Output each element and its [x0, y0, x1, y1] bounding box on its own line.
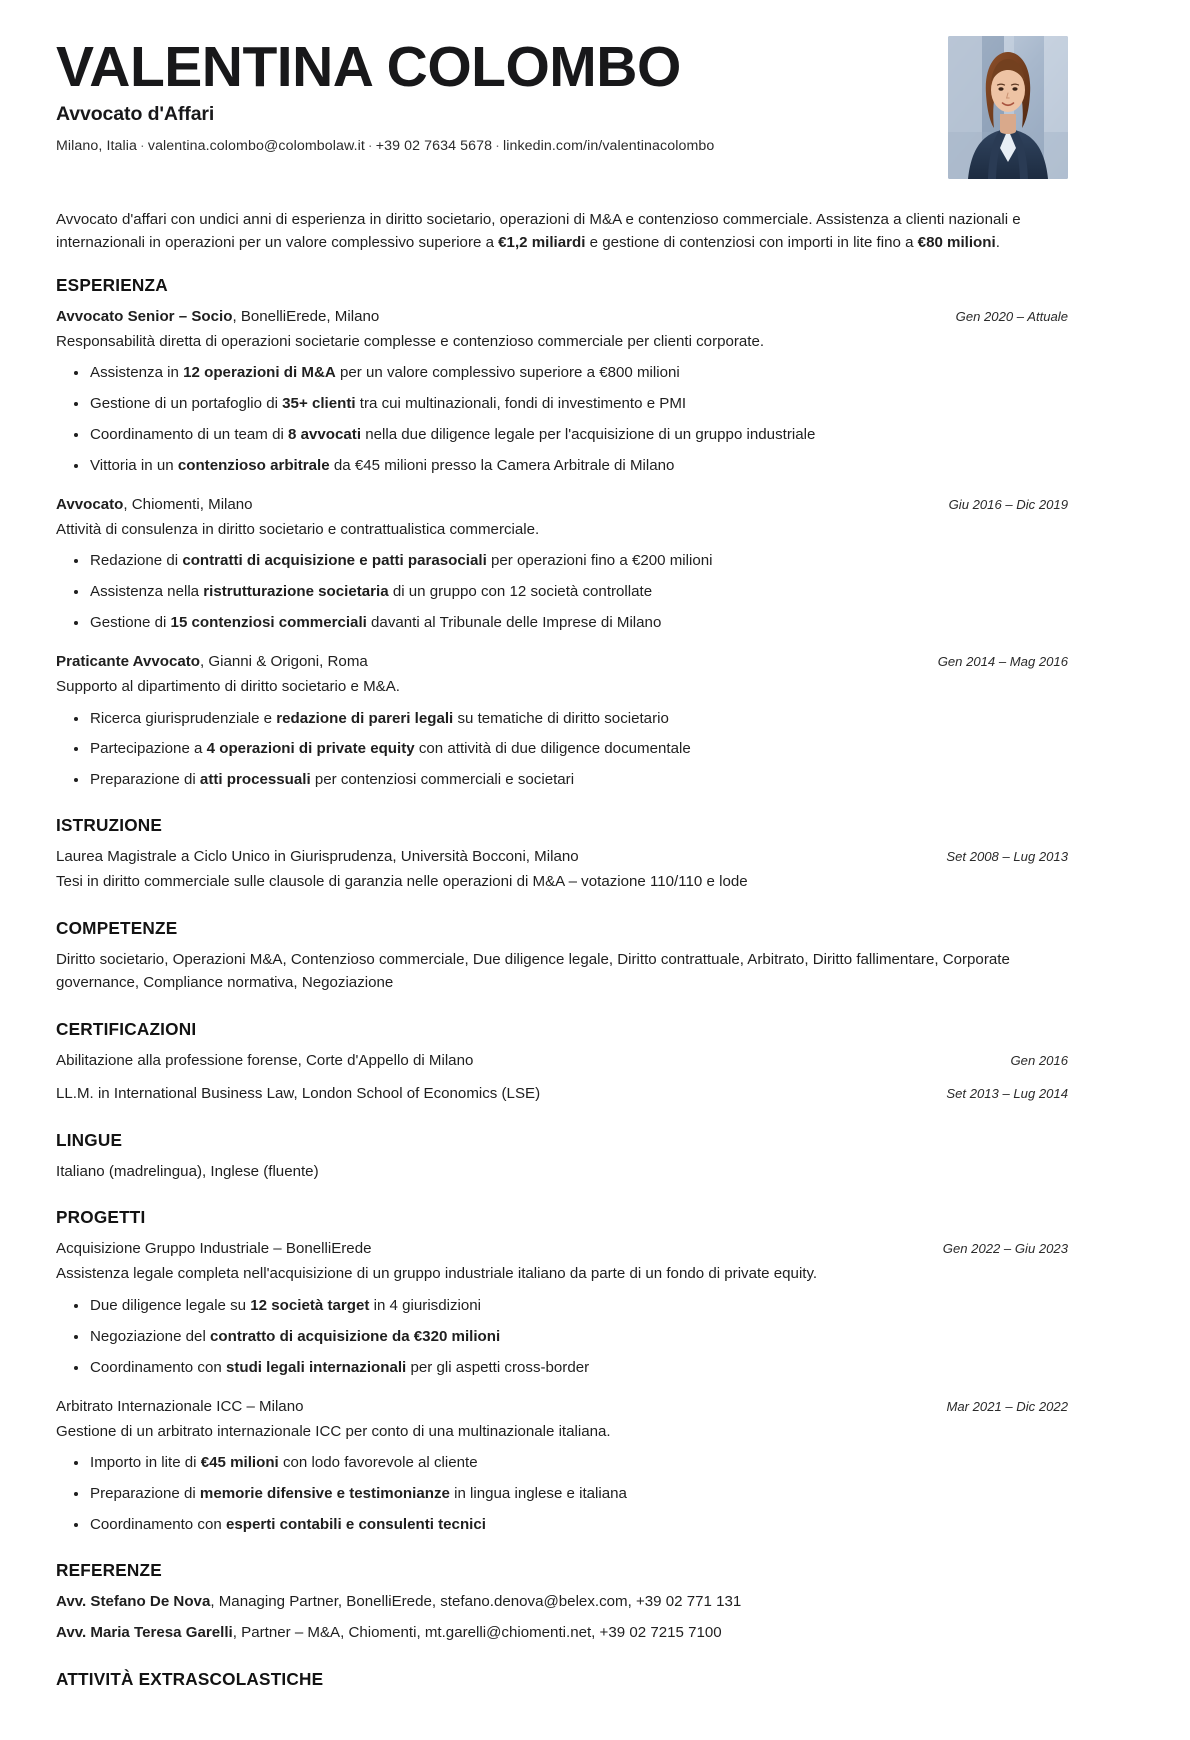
section-title-languages: LINGUE [56, 1129, 123, 1150]
experience-bullet-list [56, 362, 1068, 477]
section-title-skills: COMPETENZE [56, 917, 178, 938]
education-degree: Laurea Magistrale a Ciclo Unico in Giurisprudenza, Università Bocconi, Milano [56, 848, 579, 866]
bullet-text-post: in 4 giurisdizioni [369, 1297, 482, 1314]
list-item [90, 612, 1068, 634]
section-references [56, 1560, 1068, 1645]
bullet-text-bold: ristrutturazione societaria [203, 583, 389, 601]
bullet-text-pre: Coordinamento con [90, 1515, 226, 1533]
bullet-text-pre: Vittoria in un [90, 457, 178, 475]
section-title-extracurricular: ATTIVITÀ EXTRASCOLASTICHE [56, 1669, 324, 1690]
section-title-projects: PROGETTI [56, 1207, 146, 1228]
list-item [90, 581, 1068, 603]
experience-role-title: Praticante Avvocato [56, 653, 201, 671]
bullet-text-pre: Assistenza nella [90, 583, 204, 601]
section-title-education: ISTRUZIONE [56, 815, 163, 836]
bullet-text-bold: 8 avvocati [288, 426, 362, 444]
bullet-text-pre: Negoziazione del [90, 1327, 210, 1345]
experience-company: , Chiomenti, Milano [123, 495, 253, 513]
list-item [90, 769, 1068, 791]
experience-entry [56, 651, 1068, 791]
page-title: VALENTINA COLOMBO [56, 35, 681, 99]
bullet-text-bold: 35+ clienti [282, 395, 356, 413]
contact-linkedin[interactable]: linkedin.com/in/valentinacolombo [502, 138, 715, 155]
project-description: Assistenza legale completa nell'acquisizione di un gruppo industriale italiano da parte di un fondo di private equity. [56, 1265, 818, 1283]
certification-name: Abilitazione alla professione forense, Corte d'Appello di Milano [56, 1051, 474, 1069]
bullet-text-post: davanti al Tribunale delle Imprese di Milano [366, 614, 662, 632]
reference-item [56, 1622, 1068, 1645]
experience-bullet-list [56, 708, 1068, 792]
bullet-text-bold: redazione di pareri legali [276, 709, 454, 727]
reference-name: Avv. Stefano De Nova [56, 1592, 211, 1610]
reference-item [56, 1591, 1068, 1614]
list-item [90, 424, 1068, 446]
experience-entry-head [56, 306, 1068, 328]
bullet-text-pre: Due diligence legale su [90, 1297, 251, 1314]
reference-details: , Managing Partner, BonelliErede, stefano.denova@belex.com, +39 02 771 131 [210, 1592, 742, 1610]
certification-item [56, 1083, 1068, 1106]
bullet-text-post: per operazioni fino a €200 milioni [486, 552, 713, 570]
bullet-text-bold: €45 milioni [200, 1454, 279, 1472]
professional-title: Avvocato d'Affari [56, 103, 215, 126]
project-entry-head [56, 1396, 1068, 1418]
bullet-text-bold: atti processuali [199, 771, 311, 789]
bullet-text-pre: Importo in lite di [90, 1454, 201, 1472]
experience-date: Gen 2020 – Attuale [955, 308, 1068, 324]
bullet-text-post: per contenziosi commerciali e societari [310, 771, 575, 789]
experience-date: Giu 2016 – Dic 2019 [948, 496, 1068, 512]
summary-highlight-2: €80 milioni [917, 233, 996, 251]
contact-line [56, 138, 928, 154]
languages-list: Italiano (madrelingua), Inglese (fluente) [56, 1162, 319, 1180]
summary-text-2: e gestione di contenziosi con importi in lite fino a [585, 233, 918, 251]
experience-role [56, 494, 931, 516]
list-item [90, 708, 1068, 730]
skills-list: Diritto societario, Operazioni M&A, Contenzioso commerciale, Due diligence legale, Diritto contrattuale, Arbitrato, Diritto fallimentare, Corporate governance, Compliance normativa, Negoziazione [56, 950, 1010, 991]
project-name: Acquisizione Gruppo Industriale – BonelliErede [56, 1240, 372, 1258]
bullet-text-bold: memorie difensive e testimonianze [199, 1485, 450, 1503]
reference-name: Avv. Maria Teresa Garelli [56, 1624, 233, 1642]
list-item [90, 393, 1068, 415]
bullet-text-bold: contratto di acquisizione da €320 milioni [210, 1327, 501, 1345]
list-item [90, 1452, 1068, 1474]
contact-email[interactable]: valentina.colombo@colombolaw.it [147, 138, 365, 155]
experience-entry-head [56, 494, 1068, 516]
project-bullet-list [56, 1452, 1068, 1536]
project-date: Gen 2022 – Giu 2023 [942, 1241, 1068, 1257]
list-item [90, 738, 1068, 760]
bullet-text-bold: contenzioso arbitrale [177, 457, 330, 475]
certification-date: Gen 2016 [1010, 1052, 1068, 1068]
experience-role [56, 651, 920, 673]
certification-date: Set 2013 – Lug 2014 [946, 1086, 1068, 1102]
bullet-text-post: in lingua inglese e italiana [449, 1485, 627, 1503]
bullet-text-post: per gli aspetti cross-border [406, 1358, 590, 1376]
section-title-certifications: CERTIFICAZIONI [56, 1018, 197, 1039]
education-entry-head [56, 846, 1068, 868]
bullet-text-bold: 12 società target [250, 1297, 370, 1314]
contact-separator-icon: · [495, 138, 500, 155]
experience-role-title: Avvocato Senior – Socio [56, 307, 233, 325]
section-extracurricular [56, 1669, 1068, 1690]
experience-entry [56, 494, 1068, 634]
list-item [90, 1357, 1068, 1379]
contact-location: Milano, Italia [56, 138, 138, 155]
contact-separator-icon: · [367, 138, 373, 155]
bullet-text-pre: Gestione di [90, 614, 171, 632]
page-left-margin [0, 0, 10, 1740]
contact-separator-icon: · [140, 138, 145, 155]
bullet-text-bold: 4 operazioni di private equity [206, 740, 415, 758]
education-entry [56, 846, 1068, 894]
bullet-text-post: nella due diligence legale per l'acquisizione di un gruppo industriale [361, 426, 816, 444]
reference-details: , Partner – M&A, Chiomenti, mt.garelli@chiomenti.net, +39 02 7215 7100 [232, 1624, 722, 1642]
experience-role-title: Avvocato [56, 495, 124, 513]
experience-entry [56, 306, 1068, 477]
experience-company: , BonelliErede, Milano [232, 307, 380, 325]
bullet-text-post: con attività di due diligence documentale [414, 740, 691, 758]
bullet-text-pre: Gestione di un portafoglio di [90, 395, 283, 413]
project-entry-head [56, 1238, 1068, 1260]
bullet-text-pre: Redazione di [90, 552, 183, 570]
summary-text-1: Avvocato d'affari con undici anni di esperienza in diritto societario, operazioni di M&A e contenzioso commerciale. Assistenza a clienti nazionali e internazionali in operazioni per un valore complessivo superiore a [56, 211, 1021, 251]
education-thesis: Tesi in diritto commerciale sulle clausole di garanzia nelle operazioni di M&A – votazione 110/110 e lode [56, 873, 748, 891]
experience-description: Responsabilità diretta di operazioni societarie complesse e contenzioso commerciale per clienti corporate. [56, 332, 765, 350]
project-name: Arbitrato Internazionale ICC – Milano [56, 1397, 304, 1415]
bullet-text-bold: studi legali internazionali [225, 1358, 407, 1376]
bullet-text-pre: Preparazione di [90, 1485, 200, 1503]
bullet-text-post: da €45 milioni presso la Camera Arbitrale di Milano [329, 457, 675, 475]
resume-header [56, 36, 1068, 179]
section-experience [56, 275, 1068, 791]
avatar [948, 36, 1068, 179]
bullet-text-post: con lodo favorevole al cliente [278, 1454, 478, 1472]
header-text-block [56, 36, 928, 154]
list-item [90, 455, 1068, 477]
project-bullet-list [56, 1295, 1068, 1379]
professional-summary [56, 209, 1068, 255]
section-projects [56, 1207, 1068, 1535]
bullet-text-pre: Coordinamento con [90, 1358, 226, 1376]
section-title-references: REFERENZE [56, 1559, 162, 1580]
experience-description: Attività di consulenza in diritto societario e contrattualistica commerciale. [56, 520, 540, 538]
section-languages [56, 1130, 1068, 1184]
list-item [90, 362, 1068, 384]
bullet-text-post: per un valore complessivo superiore a €800 milioni [335, 364, 680, 382]
bullet-text-post: di un gruppo con 12 società controllate [388, 583, 653, 601]
project-date: Mar 2021 – Dic 2022 [946, 1398, 1068, 1414]
education-date: Set 2008 – Lug 2013 [946, 849, 1068, 865]
bullet-text-bold: esperti contabili e consulenti tecnici [225, 1515, 486, 1533]
bullet-text-pre: Partecipazione a [90, 740, 207, 758]
certification-name: LL.M. in International Business Law, London School of Economics (LSE) [56, 1085, 541, 1103]
bullet-text-pre: Ricerca giurisprudenziale e [90, 709, 277, 727]
bullet-text-pre: Coordinamento di un team di [90, 426, 289, 444]
contact-phone[interactable]: +39 02 7634 5678 [375, 138, 493, 155]
certification-item [56, 1050, 1068, 1073]
summary-highlight-1: €1,2 miliardi [498, 233, 586, 251]
section-certifications [56, 1019, 1068, 1106]
project-entry [56, 1238, 1068, 1378]
project-entry [56, 1396, 1068, 1536]
list-item [90, 1514, 1068, 1536]
bullet-text-pre: Assistenza in [90, 364, 184, 382]
project-description: Gestione di un arbitrato internazionale ICC per conto di una multinazionale italiana. [56, 1422, 611, 1440]
list-item [90, 550, 1068, 572]
experience-entry-head [56, 651, 1068, 673]
experience-date: Gen 2014 – Mag 2016 [937, 654, 1068, 670]
summary-text-3: . [995, 233, 1000, 251]
bullet-text-post: su tematiche di diritto societario [453, 709, 669, 727]
bullet-text-bold: contratti di acquisizione e patti parasociali [182, 552, 487, 570]
list-item [90, 1483, 1068, 1505]
bullet-text-bold: 15 contenziosi commerciali [170, 614, 367, 632]
section-skills [56, 918, 1068, 995]
list-item [90, 1326, 1068, 1348]
bullet-text-post: tra cui multinazionali, fondi di investimento e PMI [355, 395, 687, 413]
experience-bullet-list [56, 550, 1068, 634]
experience-role [56, 306, 938, 328]
section-title-experience: ESPERIENZA [56, 274, 168, 295]
experience-company: , Gianni & Origoni, Roma [200, 653, 368, 671]
experience-description: Supporto al dipartimento di diritto societario e M&A. [56, 677, 400, 695]
section-education [56, 815, 1068, 894]
list-item [90, 1295, 1068, 1317]
bullet-text-bold: 12 operazioni di M&A [183, 364, 336, 382]
bullet-text-pre: Preparazione di [90, 771, 200, 789]
